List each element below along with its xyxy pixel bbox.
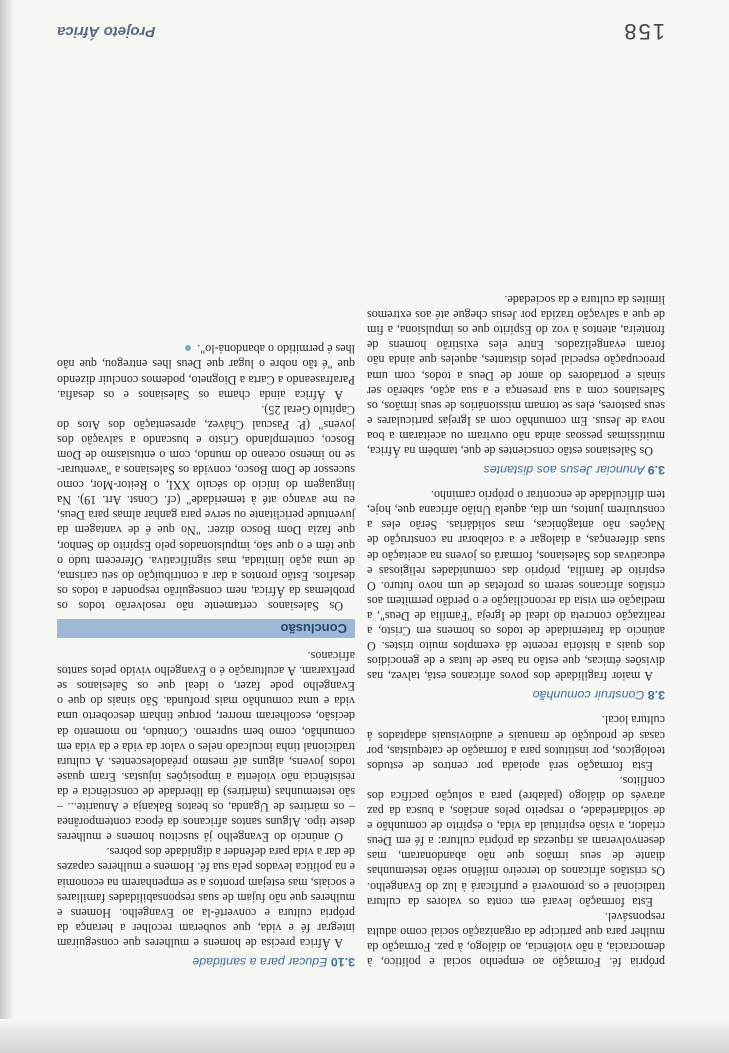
paragraph: A África precisa de homens e mulheres que conseguiram integrar fé e vida, que souberam recolher a herança da própria cultura e convertê-la ao Evangelho. Homens e mulheres que não fujam de suas responsabilidades familiares e sociais, mas estejam prontos a se empenharem na economia e na política levados pela sua fé. Homens e mulheres capazes de dar a vida para defender a dignidade dos pobres. [57,845,355,950]
section-number: 3.8 [647,688,665,703]
paragraph: O anúncio do Evangelho já suscitou homens e mulheres deste tipo. Alguns santos africanos da época contemporânea – os mártires de Uganda, os beatos Bakanja e Anuarite... – são testemunhas (mártires) da liberdade de consciência e da resistência não violenta a imposições injustas. Eram quase todos jovens, alguns até mesmo préadolescentes. A cultura tradicional tinha inculcado neles o valor da vida e da vida em comunhão, como bem supremo. Contudo, no momento da decisão, escolheram morrer, porque tinham descoberto uma vida e uma comunhão mais profunda. São sinais do que o Evangelho pode fazer, o ideal que os Salesianos se prefixaram. A aculturação é o Evangelho vivido pelos santos africanos. [57,649,355,845]
right-column [57,341,355,969]
section-heading-3-10 [57,954,355,969]
section-heading-3-9 [367,462,665,477]
section-number: 3.10 [330,955,355,969]
section-number: 3.9 [647,463,665,478]
conclusion-heading: Conclusão [57,619,355,638]
end-bullet-icon [185,345,191,351]
paragraph: Os Salesianos certamente não resolverão todos os problemas da África, nem conseguirão responder a todos os desafios. Estão prontos a dar a contribuição do seu carisma, de uma ação limitada, mas significativa. Oferecem tudo o que têm e o que são, impulsionados pelo Espírito do Senhor, que fazia Dom Bosco dizer: "No que é de vantagem da juventude periclitante ou serve para ganhar almas para Deus, eu me avanço até à temeridade" (cf. Const. Art. 19). Na linguagem do início do século XXI, o Reitor-Mor, como sucessor de Dom Bosco, convida os Salesianos a "aventurar-se no imenso oceano do mundo, com o entusiasmo de Dom Bosco, contemplando Cristo e buscando a salvação dos jovens" (P. Pascual Chávez, apresentação dos Atos do Capítulo Geral 25). [57,402,355,613]
paragraph [57,341,355,401]
paragraph-text: A África ainda chama os Salesianos e os desafia. Parafraseando a Carta a Diogneto, podemos concluir dizendo que "é tão nobre o lugar que Deus lhes entregou, que não lhes é permitido o abandoná-lo". [57,342,355,402]
section-title: Educar para a santidade [192,955,328,969]
paragraph: própria fé. Formação ao empenho social e político, à democracia, à não violência, ao diálogo, à paz. Formação da mulher para que participe da organização social como adulta responsável. [367,909,665,969]
paragraph: Os Salesianos estão conscientes de que, também na África, muitíssimas pessoas ainda não ouviram ou aceitaram a boa nova de Jesus. Em comunhão com as Igrejas particulares e seus pastores, eles se tornam missionários de seus irmãos, os Salesianos com a sua presença e a sua ação, saberão ser sinais e portadores do amor de Deus a todos, com uma preocupação especial pelos distantes, aqueles que ainda não foram evangelizados. Entre eles existirão homens de fronteira, atentos à voz do Espírito que os impulsiona, a fim de que a salvação trazida por Jesus chegue até aos extremos limites da cultura e da sociedade. [367,293,665,458]
paragraph: A maior fragilidade dos povos africanos está, talvez, nas divisões étnicas, que estão na base de lutas e de genocídios dos quais a história recente dá exemplos muito tristes. O anúncio da fraternidade de todos os homens em Cristo, a realização concreta do ideal de Igreja "Família de Deus", a mediação em vista da reconciliação e o perdão permitem aos cristãos africanos serem os profetas de um novo futuro. O espírito de família, próprio das comunidades religiosas e educativas dos Salesianos, formará os jovens na aceitação de suas diferenças, a dialogar e a colaborar na construção de Nações não antagônicas, mas solidárias. Serão eles a construírem juntos, um dia, aquela União africana que, hoje, tem dificuldade de encontrar o próprio caminho. [367,488,665,684]
left-column [367,292,665,969]
page-number: 158 [622,19,665,44]
section-title: Anunciar Jesus aos distantes [483,463,645,478]
section-title: Construir comunhão [532,688,645,703]
paragraph: Esta formação será apoiada por centros de estudos teológicos, por institutos para a formação de catequistas, por casas de produção de manuais e audiovisuais adaptados à cultura local. [367,713,665,773]
page-footer [57,14,665,44]
paragraph: Esta formação levará em conta os valores da cultura tradicional e os promoverá e purificará à luz do Evangelho. Os cristãos africanos do terceiro milênio serão testemunhas diante de seus irmãos que não abandonaram, mas desenvolveram as riquezas da própria cultura: a fé em Deus criador, a visão espiritual da vida, o espírito de comunhão e de solidariedade, o respeito pelos anciãos, a busca da paz através do diálogo (palabre) para a solução pacífica dos conflitos. [367,773,665,909]
section-heading-3-8 [367,687,665,702]
running-title: Projeto África [57,23,156,40]
